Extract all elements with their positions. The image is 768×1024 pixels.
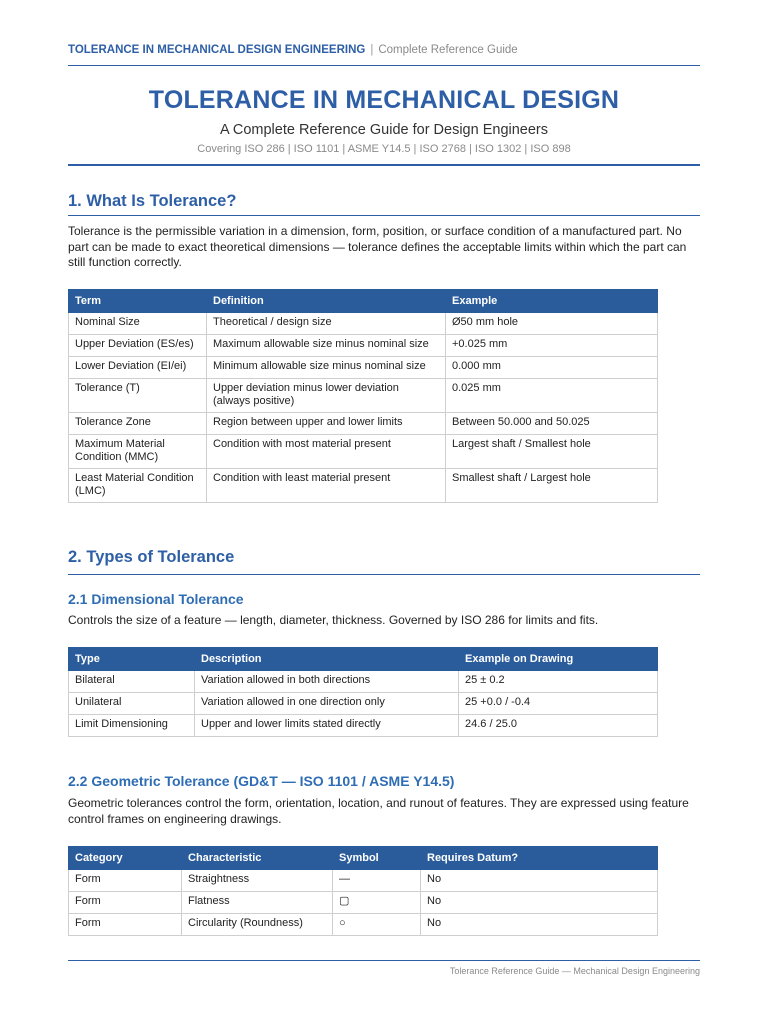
table-cell: Upper deviation minus lower deviation (always positive) [207,379,446,413]
table-row [69,870,658,892]
subsection-2-1-heading: 2.1 Dimensional Tolerance [68,591,244,607]
header-divider [68,65,700,66]
table-row [69,671,658,693]
column-header: Description [195,648,459,671]
terms-table [68,289,658,503]
table-cell: Between 50.000 and 50.025 [446,413,658,435]
running-header [68,44,518,56]
table-cell: Condition with most material present [207,435,446,469]
section-2-heading: 2. Types of Tolerance [68,548,235,566]
table-row [69,357,658,379]
column-header: Symbol [333,847,421,870]
table-row [69,892,658,914]
table-cell: Maximum Material Condition (MMC) [69,435,207,469]
straightness-symbol: — [333,870,421,892]
column-header: Term [69,290,207,313]
table-cell: Theoretical / design size [207,313,446,335]
table-cell: Form [69,914,182,936]
table-row [69,313,658,335]
table-cell: Condition with least material present [207,469,446,503]
document-title: TOLERANCE IN MECHANICAL DESIGN [148,86,620,114]
table-row [69,914,658,936]
table-cell: Variation allowed in one direction only [195,693,459,715]
column-header: Example on Drawing [459,648,658,671]
table-header-row [69,648,658,671]
table-cell: Unilateral [69,693,195,715]
running-header-title: TOLERANCE IN MECHANICAL DESIGN ENGINEERING [68,44,366,56]
table-cell: Region between upper and lower limits [207,413,446,435]
footer-divider [68,960,700,961]
table-cell: Minimum allowable size minus nominal size [207,357,446,379]
column-header: Definition [207,290,446,313]
geometric-tolerance-table [68,846,658,936]
running-footer: Tolerance Reference Guide — Mechanical Design Engineering [449,966,700,976]
table-cell: Circularity (Roundness) [182,914,333,936]
table-cell: 25 ± 0.2 [459,671,658,693]
table-cell: Form [69,892,182,914]
document-subtitle: A Complete Reference Guide for Design Engineers [219,122,549,138]
table-cell: Lower Deviation (EI/ei) [69,357,207,379]
running-header-subtitle: Complete Reference Guide [378,44,518,56]
table-cell: 24.6 / 25.0 [459,715,658,737]
table-cell: Tolerance Zone [69,413,207,435]
table-row [69,435,658,469]
title-divider [68,164,700,166]
table-cell: +0.025 mm [446,335,658,357]
flatness-symbol: ▢ [333,892,421,914]
table-row [69,715,658,737]
table-cell: 25 +0.0 / -0.4 [459,693,658,715]
table-cell: No [421,914,658,936]
section-1-heading: 1. What Is Tolerance? [68,192,237,210]
table-cell: 0.025 mm [446,379,658,413]
table-cell: Smallest shaft / Largest hole [446,469,658,503]
table-cell: Form [69,870,182,892]
table-cell: Straightness [182,870,333,892]
running-header-separator: | [370,44,374,56]
table-cell: Upper Deviation (ES/es) [69,335,207,357]
standards-covered: Covering ISO 286 | ISO 1101 | ASME Y14.5 | ISO 2768 | ISO 1302 | ISO 898 [197,143,571,155]
column-header: Category [69,847,182,870]
table-cell: Limit Dimensioning [69,715,195,737]
table-cell: Least Material Condition (LMC) [69,469,207,503]
column-header: Example [446,290,658,313]
table-row [69,693,658,715]
table-row [69,335,658,357]
column-header: Characteristic [182,847,333,870]
table-row [69,379,658,413]
table-cell: Bilateral [69,671,195,693]
table-cell: Upper and lower limits stated directly [195,715,459,737]
table-row [69,469,658,503]
dimensional-tolerance-table [68,647,658,737]
table-cell: No [421,870,658,892]
table-cell: Maximum allowable size minus nominal size [207,335,446,357]
table-cell: Largest shaft / Smallest hole [446,435,658,469]
section-1-divider [68,215,700,216]
table-cell: 0.000 mm [446,357,658,379]
circularity-symbol: ○ [333,914,421,936]
table-cell: Nominal Size [69,313,207,335]
subsection-2-1-paragraph: Controls the size of a feature — length, diameter, thickness. Governed by ISO 286 for limits and fits. [68,613,599,627]
table-header-row [69,290,658,313]
table-row [69,413,658,435]
table-cell: Ø50 mm hole [446,313,658,335]
table-cell: Tolerance (T) [69,379,207,413]
subsection-2-2-heading: 2.2 Geometric Tolerance (GD&T — ISO 1101 / ASME Y14.5) [68,773,455,789]
table-cell: No [421,892,658,914]
subsection-2-2-paragraph: Geometric tolerances control the form, orientation, location, and runout of features. They are expressed using feature control frames on engineering drawings. [68,796,689,826]
table-cell: Variation allowed in both directions [195,671,459,693]
table-header-row [69,847,658,870]
table-cell: Flatness [182,892,333,914]
column-header: Requires Datum? [421,847,658,870]
section-1-paragraph: Tolerance is the permissible variation in a dimension, form, position, or surface condition of a manufactured part. No part can be made to exact theoretical dimensions — tolerance defines the acceptable limits within which the part can still function correctly. [68,224,687,269]
column-header: Type [69,648,195,671]
section-2-divider [68,574,700,575]
